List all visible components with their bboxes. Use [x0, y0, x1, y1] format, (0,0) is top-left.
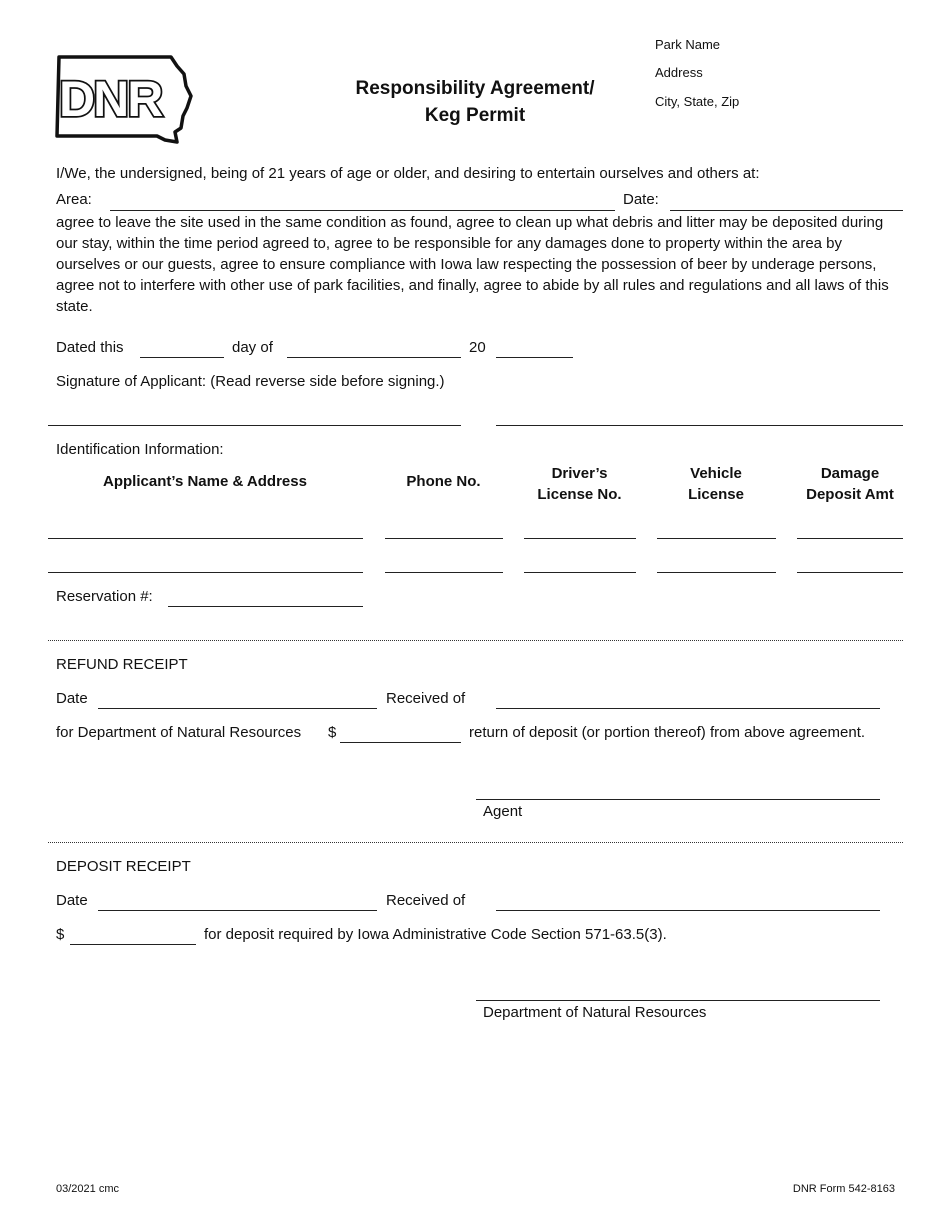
refund-dollar-sign: $ [328, 724, 337, 741]
col-header-dl-line2: License No. [537, 486, 622, 503]
identification-heading: Identification Information: [56, 441, 224, 458]
year-prefix-label: 20 [469, 339, 486, 356]
row2-vehicle-field[interactable] [657, 572, 776, 573]
footer-form-number: DNR Form 542-8163 [792, 1183, 895, 1195]
deposit-dollar-sign: $ [56, 926, 65, 943]
park-name-label: Park Name [655, 37, 721, 52]
deposit-amount-field[interactable] [70, 944, 196, 945]
refund-amount-field[interactable] [340, 742, 461, 743]
section-divider-1 [48, 640, 903, 641]
intro-text: I/We, the undersigned, being of 21 years of age or older, and desiring to entertain ourselves and others at: [56, 165, 760, 182]
month-field[interactable] [287, 357, 461, 358]
row2-phone-field[interactable] [385, 572, 503, 573]
deposit-received-field[interactable] [496, 910, 880, 911]
reservation-field[interactable] [168, 606, 363, 607]
day-field[interactable] [140, 357, 224, 358]
date-label: Date: [623, 191, 659, 208]
area-label: Area: [56, 191, 92, 208]
agreement-text: agree to leave the site used in the same condition as found, agree to clean up what debris and litter may be deposited during our stay, within the time period agreed to, agree to be responsible for any damages done to property within the area by ourselves or our guests, agree to ensure compliance with Iowa law respecting the possession of beer by underage persons, agree not to interfere with other use of park facilities, and finally, agree to abide by all rules and regulations and all laws of this state. [56, 214, 889, 315]
refund-return-text: return of deposit (or portion thereof) from above agreement. [469, 724, 866, 741]
footer-date-code: 03/2021 cmc [56, 1183, 119, 1195]
row2-name-field[interactable] [48, 572, 363, 573]
refund-received-field[interactable] [496, 708, 880, 709]
logo-text: DNR [59, 71, 162, 127]
refund-heading: REFUND RECEIPT [56, 656, 188, 673]
title-line-2: Keg Permit [424, 105, 526, 126]
deposit-received-label: Received of [386, 892, 466, 909]
agent-label: Agent [483, 803, 523, 820]
deposit-date-field[interactable] [98, 910, 377, 911]
year-field[interactable] [496, 357, 573, 358]
signature-field-1[interactable] [48, 425, 461, 426]
row2-damage-field[interactable] [797, 572, 903, 573]
row1-phone-field[interactable] [385, 538, 503, 539]
refund-date-label: Date [56, 690, 88, 707]
row1-name-field[interactable] [48, 538, 363, 539]
park-address-label: Address [655, 65, 703, 80]
col-header-vehicle-line1: Vehicle [690, 465, 742, 482]
area-field[interactable] [110, 210, 615, 211]
col-header-damage-line2: Deposit Amt [806, 486, 894, 503]
agent-signature-field[interactable] [476, 799, 880, 800]
row1-damage-field[interactable] [797, 538, 903, 539]
iowa-state-outline-logo-icon [53, 52, 195, 148]
col-header-vehicle-line2: License [688, 486, 744, 503]
col-header-damage-deposit [797, 463, 903, 505]
signature-field-2[interactable] [496, 425, 903, 426]
day-of-label: day of [232, 339, 273, 356]
col-header-dl-line1: Driver’s [551, 465, 608, 482]
col-header-name: Applicant’s Name & Address [103, 473, 307, 490]
dnr-label: Department of Natural Resources [483, 1004, 707, 1021]
title-line-1: Responsibility Agreement/ [355, 78, 595, 99]
row2-dl-field[interactable] [524, 572, 636, 573]
dnr-logo [53, 52, 195, 148]
reservation-label: Reservation #: [56, 588, 153, 605]
refund-date-field[interactable] [98, 708, 377, 709]
dnr-signature-field[interactable] [476, 1000, 880, 1001]
deposit-text: for deposit required by Iowa Administrative Code Section 571-63.5(3). [204, 926, 667, 943]
col-header-phone: Phone No. [406, 473, 481, 490]
dated-this-label: Dated this [56, 339, 124, 356]
date-field[interactable] [670, 210, 903, 211]
section-divider-2 [48, 842, 903, 843]
deposit-date-label: Date [56, 892, 88, 909]
refund-received-label: Received of [386, 690, 466, 707]
deposit-heading: DEPOSIT RECEIPT [56, 858, 191, 875]
col-header-vehicle-license [657, 463, 775, 505]
col-header-damage-line1: Damage [820, 465, 880, 482]
park-city-label: City, State, Zip [655, 94, 740, 109]
refund-for-dnr-label: for Department of Natural Resources [56, 724, 302, 741]
col-header-drivers-license [522, 463, 637, 505]
signature-label: Signature of Applicant: (Read reverse side before signing.) [56, 373, 445, 390]
row1-vehicle-field[interactable] [657, 538, 776, 539]
page-title [330, 75, 620, 129]
row1-dl-field[interactable] [524, 538, 636, 539]
